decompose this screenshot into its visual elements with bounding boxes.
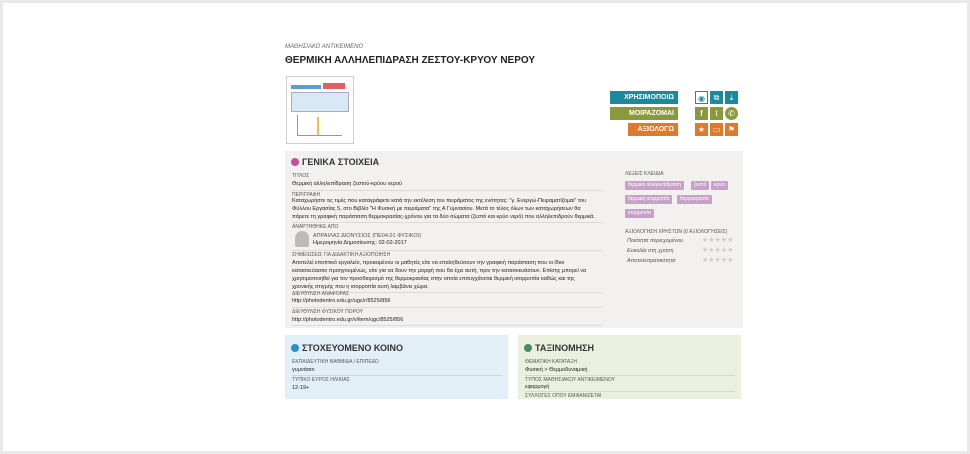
ref-url[interactable]: http://photodentro.edu.gr/ugc/r/8525/856 [292,298,391,304]
general-heading-text: ΓΕΝΙΚΑ ΣΤΟΙΧΕΙΑ [302,157,380,167]
notes-text: Αποτελεί εποπτικό εργαλείο, προκειμένου οι μαθητές είτε να επαληθεύσουν την γραφική παράσταση που οι ίδιοι κατασκεύασαν προηγουμένως, είτε για να δουν την μορφή που θα έχει αυτή, πριν την κατασκευάσουν. Επίσης μπορεί να χρησιμοποιηθεί για τον προσδιορισμό της θερμοκρασίας στην οποία επιτυγχάνεται θερμική ισορροπία καθώς και της χρονικής στιγμής που η ισορροπία αυτή λαμβάνει χώρα. [292,260,587,290]
audience-heading-text: ΣΤΟΧΕΥΟΜΕΝΟ ΚΟΙΝΟ [302,343,403,353]
age-label: ΤΥΠΙΚΟ ΕΥΡΟΣ ΗΛΙΚΙΑΣ [292,377,350,383]
twitter-icon[interactable]: t [710,107,723,120]
audience-icon [291,344,299,352]
publish-date: Ημερομηνία Δημοσίευσης: 02-02-2017 [313,240,407,246]
classification-heading-text: ΤΑΞΙΝΟΜΗΣΗ [535,343,595,353]
rating-stars[interactable]: ★★★★★ [702,257,734,264]
rating-stars[interactable]: ★★★★★ [702,237,734,244]
title-label: ΤΙΤΛΟΣ [292,173,310,179]
collections-label: ΣΥΛΛΟΓΕΣ ΟΠΟΥ ΕΜΦΑΝΙΖΕΤΑΙ [525,393,602,399]
audience-heading [291,343,403,353]
description-label: ΠΕΡΙΓΡΑΦΗ [292,192,321,198]
age-value: 12-19+ [292,385,310,391]
phys-url-label: ΔΙΕΥΘΥΝΣΗ ΦΥΣΙΚΟΥ ΠΟΡΟΥ [292,309,363,315]
share-row [610,107,746,120]
classification-icon [524,344,532,352]
rating-item: Ευκολία στη χρήση [627,248,674,254]
ref-url-label: ΔΙΕΥΘΥΝΣΗ ΑΝΑΦΟΡΑΣ [292,291,350,297]
info-icon [291,158,299,166]
facebook-icon[interactable]: f [695,107,708,120]
download-icon[interactable]: ⤓ [725,91,738,104]
type-label: ΤΥΠΟΣ ΜΑΘΗΣΙΑΚΟΥ ΑΝΤΙΚΕΙΜΕΝΟΥ [525,377,615,383]
action-panel [610,91,746,139]
page-title: ΘΕΡΜΙΚΗ ΑΛΛΗΛΕΠΙΔΡΑΣΗ ΖΕΣΤΟΥ-ΚΡΥΟΥ ΝΕΡΟΥ [285,55,536,66]
description-text: Καταχωρήστε τις τιμές που καταγράφετε κατά την εκτέλεση του πειράματος της ενότητας: "γ. Ενεργώ-Πειραματίζομαι" του Φύλλου Εργασίας 5, στο Βιβλίο "Η Φυσική με πειράματα" της Α Γυμνασίου. Μετά το τέλος όλων των καταχωρήσεων θα πάρετε τη γραφική παράσταση θερμοκρασίας-χρόνου για τα δύο σώματα (ζεστό και κρύο νερό) που αλληλεπιδρούν θερμικά. [292,198,595,220]
rating-stars[interactable]: ★★★★★ [702,247,734,254]
uploaded-label: ΑΝΑΡΤΗΘΗΚΕ ΑΠΟ [292,224,339,230]
audience-section [285,335,508,399]
level-value: γυμνάσιο [292,367,315,373]
classification-section [518,335,741,399]
whatsapp-icon[interactable]: ✆ [725,107,738,120]
object-type-label: ΜΑΘΗΣΙΑΚΟ ΑΝΤΙΚΕΙΜΕΝΟ [285,44,364,50]
use-row [610,91,746,104]
rate-row [610,123,746,136]
keyword-tag[interactable]: κρύο [711,181,728,190]
share-button[interactable]: ΜΟΙΡΑΖΟΜΑΙ [610,107,678,120]
keyword-tag[interactable]: ισορροπία [625,209,654,218]
rating-label: ΑΞΙΟΛΟΓΗΣΗ ΧΡΗΣΤΩΝ (0 ΑΞΙΟΛΟΓΉΣΕΙΣ) [625,229,728,235]
phys-url[interactable]: http://photodentro.edu.gr/v/item/ugc/8525/856 [292,317,404,323]
classification-heading [524,343,594,353]
use-button[interactable]: ΧΡΗΣΙΜΟΠΟΙΩ [610,91,678,104]
keyword-tag[interactable]: θερμική αλληλεπίδραση [625,181,684,190]
general-heading [291,157,379,167]
level-label: ΕΚΠΑΙΔΕΥΤΙΚΗ ΒΑΘΜΙΔΑ / ΕΠΙΠΕΔΟ [292,359,379,365]
title-value: Θερμική αλληλεπίδραση ζεστού-κρύου νερού [292,181,403,187]
rating-item: Ποιότητα περιεχομένου [627,238,684,244]
avatar [295,231,309,247]
keywords-label: ΛΕΞΕΙΣ ΚΛΕΙΔΙΑ [625,171,664,177]
rate-button[interactable]: ΑΞΙΟΛΟΓΩ [628,123,678,136]
rating-item: Αποτελεσματικότητα [627,258,676,264]
keyword-tag[interactable]: ζεστό [691,181,709,190]
object-thumbnail[interactable] [286,76,354,144]
type-value: εφαρμογή [525,384,550,390]
keyword-tag[interactable]: θερμοκρασία [677,195,712,204]
general-info-section [285,151,743,328]
keyword-tag[interactable]: θερμική ισορροπία [625,195,672,204]
uploader-name[interactable]: ΑΠΡΑΙΛΑΣ ΔΙΟΝΥΣΙΟΣ (ΠΕ04.01 ΦΥΣΙΚΟΙ) [313,233,422,239]
comment-icon[interactable]: ▭ [710,123,723,136]
star-icon[interactable]: ★ [695,123,708,136]
eye-icon[interactable]: ◉ [695,91,708,104]
notes-label: ΣΗΜΕΙΩΣΕΙΣ ΓΙΑ ΔΙΔΑΚΤΙΚΗ ΑΞΙΟΠΟΙΗΣΗ [292,252,391,258]
flag-icon[interactable]: ⚑ [725,123,738,136]
category-label: ΘΕΜΑΤΙΚΗ ΚΑΤΑΤΑΞΗ [525,359,577,365]
copy-icon[interactable]: ⧉ [710,91,723,104]
category-value[interactable]: Φυσική > Θερμοδυναμική [525,367,588,373]
